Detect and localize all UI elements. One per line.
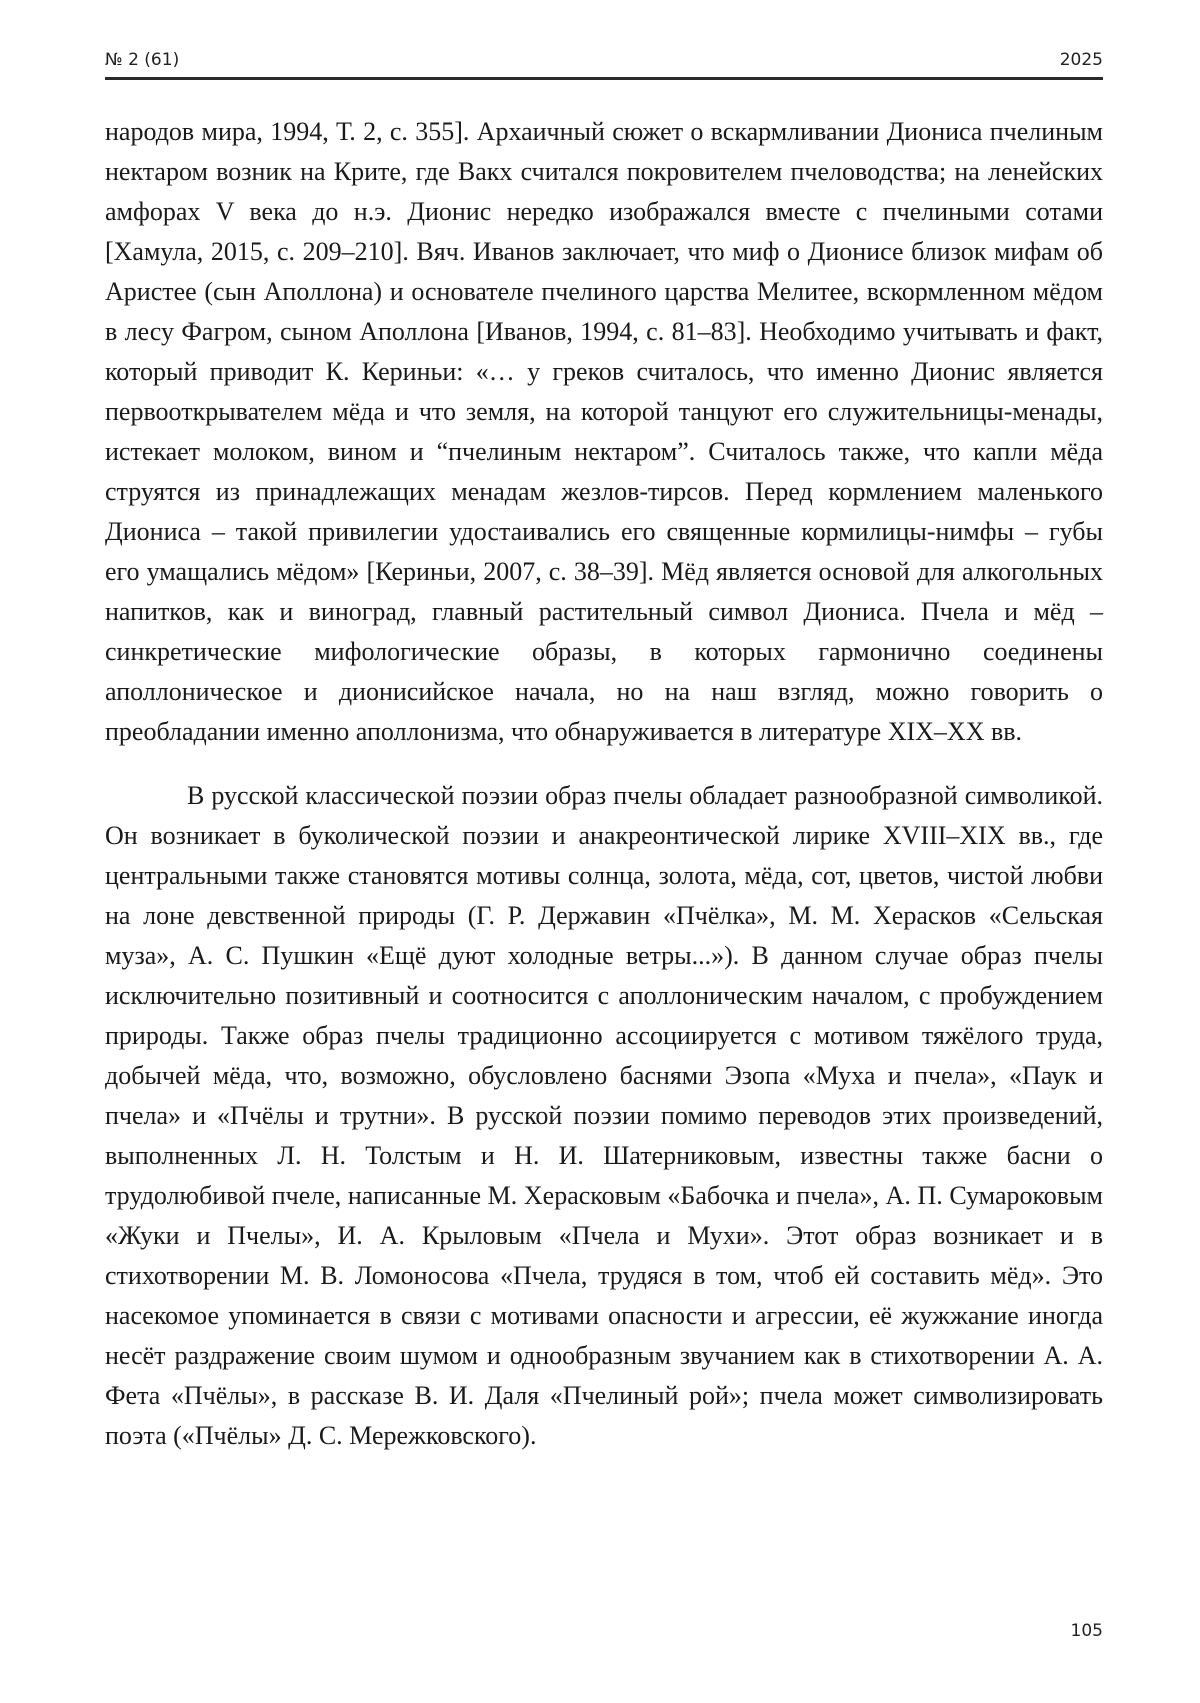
body-paragraph-1: народов мира, 1994, Т. 2, с. 355]. Архаичный сюжет о вскармливании Диониса пчелиным нектаром возник на Крите, где Вакх считался покровителем пчеловодства; на ленейских амфорах V века до н.э. Дионис нередко изображался вместе с пчелиными сотами [Хамула, 2015, с. 209–210]. Вяч. Иванов заключает, что миф о Дионисе близок мифам об Аристее (сын Аполлона) и основателе пчелиного царства Мелитее, вскормленном мёдом в лесу Фагром, сыном Аполлона [Иванов, 1994, с. 81–83]. Необходимо учитывать и факт, который приводит К. Кериньи: «… у греков считалось, что именно Дионис является первооткрывателем мёда и что земля, на которой танцуют его служительницы-менады, истекает молоком, вином и “пчелиным нектаром”. Считалось также, что капли мёда струятся из принадлежащих менадам жезлов-тирсов. Перед кормлением маленького Диониса – такой привилегии удостаивались его священные кормилицы-нимфы – губы его умащались мёдом» [Кериньи, 2007, с. 38–39]. Мёд является основой для алкогольных напитков, как и виноград, главный растительный символ Диониса. Пчела и мёд – синкретические мифологические образы, в которых гармонично соединены аполлоническое и дионисийское начала, но на наш взгляд, можно говорить о преобладании именно аполлонизма, что обнаруживается в литературе XIX–XX вв.	[105, 117, 1103, 746]
article-body	[105, 112, 1103, 1456]
running-header	[105, 48, 1103, 76]
header-divider	[105, 77, 1103, 80]
page-number: 105	[1070, 1621, 1103, 1641]
journal-issue-number: № 2 (61)	[105, 50, 180, 70]
body-paragraph-2: В русской классической поэзии образ пчелы обладает разнообразной символикой. Он возникает в буколической поэзии и анакреонтической лирике XVIII–XIX вв., где центральными также становятся мотивы солнца, золота, мёда, сот, цветов, чистой любви на лоне девственной природы (Г. Р. Державин «Пчёлка», М. М. Херасков «Сельская муза», А. С. Пушкин «Ещё дуют холодные ветры...»). В данном случае образ пчелы исключительно позитивный и соотносится с аполлоническим началом, с пробуждением природы. Также образ пчелы традиционно ассоциируется с мотивом тяжёлого труда, добычей мёда, что, возможно, обусловлено баснями Эзопа «Муха и пчела», «Паук и пчела» и «Пчёлы и трутни». В русской поэзии помимо переводов этих произведений, выполненных Л. Н. Толстым и Н. И. Шатерниковым, известны также басни о трудолюбивой пчеле, написанные М. Херасковым «Бабочка и пчела», А. П. Сумароковым «Жуки и Пчелы», И. А. Крыловым «Пчела и Мухи». Этот образ возникает и в стихотворении М. В. Ломоносова «Пчела, трудяся в том, чтоб ей составить мёд». Это насекомое упоминается в связи с мотивами опасности и агрессии, её жужжание иногда несёт раздражение своим шумом и однообразным звучанием как в стихотворении А. А. Фета «Пчёлы», в рассказе В. И. Даля «Пчелиный рой»; пчела может символизировать поэта («Пчёлы» Д. С. Мережковского).	[105, 781, 1103, 1450]
journal-year: 2025	[1059, 50, 1103, 70]
